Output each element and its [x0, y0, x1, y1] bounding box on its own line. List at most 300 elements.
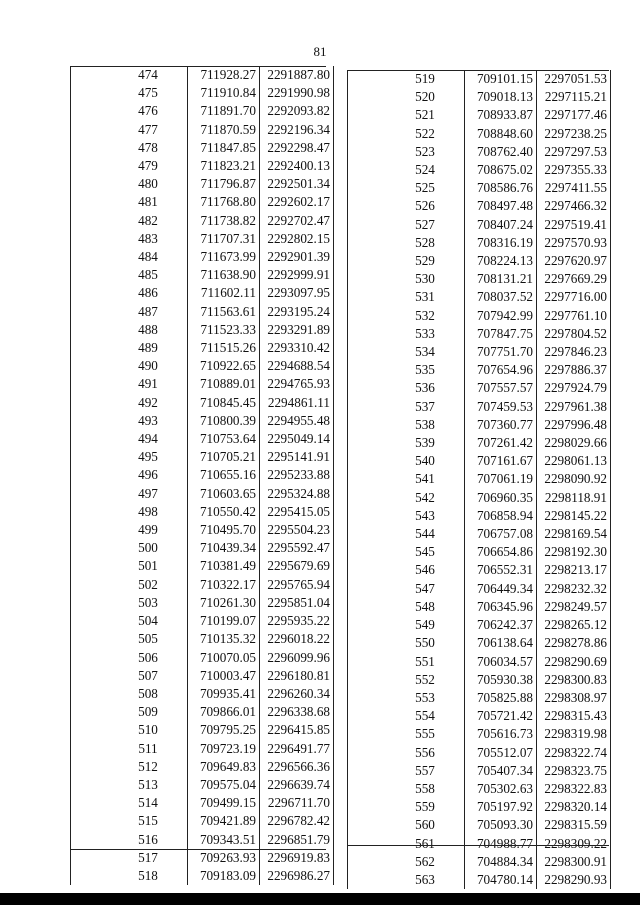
- table-row: [348, 434, 611, 452]
- point-number-cell: 535: [415, 362, 435, 378]
- row-margin-cell: [348, 470, 390, 488]
- point-number-cell: 527: [415, 216, 435, 232]
- y-coordinate-cell: 2296415.85: [260, 721, 334, 739]
- x-coordinate-cell: 706242.37: [465, 616, 537, 634]
- table-row: [71, 776, 334, 794]
- y-coordinate-cell: 2295679.69: [260, 557, 334, 575]
- y-coordinate-cell: 2296099.96: [260, 649, 334, 667]
- point-number-cell: 559: [415, 799, 435, 815]
- point-number-cell: 551: [415, 653, 435, 669]
- x-coordinate-cell: 708933.87: [465, 106, 537, 124]
- point-number-cell: 522: [415, 125, 435, 141]
- y-coordinate-cell: 2295765.94: [260, 576, 334, 594]
- row-margin-cell: [71, 539, 113, 557]
- y-coordinate-cell: 2298145.22: [537, 507, 611, 525]
- table-row: [71, 703, 334, 721]
- x-coordinate-cell: 706449.34: [465, 580, 537, 598]
- point-number-cell: 526: [415, 198, 435, 214]
- x-coordinate-cell: 710800.39: [188, 412, 260, 430]
- table-row: [71, 212, 334, 230]
- x-coordinate-cell: 707459.53: [465, 398, 537, 416]
- table-row: [348, 179, 611, 197]
- table-row: [348, 379, 611, 397]
- table-row: [71, 157, 334, 175]
- point-number-cell: 474: [138, 67, 158, 82]
- x-coordinate-cell: 707942.99: [465, 307, 537, 325]
- y-coordinate-cell: 2297761.10: [537, 307, 611, 325]
- point-number-cell: 478: [138, 139, 158, 155]
- point-number-cell: 538: [415, 416, 435, 432]
- y-coordinate-cell: 2296986.27: [260, 867, 334, 885]
- table-row: [348, 307, 611, 325]
- point-number-cell: 561: [415, 835, 435, 851]
- table-row: [348, 398, 611, 416]
- x-coordinate-cell: 705093.30: [465, 816, 537, 834]
- row-margin-cell: [71, 448, 113, 466]
- point-number-cell: 481: [138, 194, 158, 210]
- row-margin-cell: [348, 234, 390, 252]
- point-number-cell: 503: [138, 594, 158, 610]
- point-number-cell: 555: [415, 726, 435, 742]
- point-number-cell: 547: [415, 580, 435, 596]
- point-number-cell: 548: [415, 598, 435, 614]
- y-coordinate-cell: 2292501.34: [260, 175, 334, 193]
- row-margin-cell: [71, 412, 113, 430]
- row-margin-cell: [71, 212, 113, 230]
- point-number-cell: 556: [415, 744, 435, 760]
- table-row: [71, 175, 334, 193]
- table-row: [348, 871, 611, 889]
- x-coordinate-cell: 707161.67: [465, 452, 537, 470]
- point-number-cell: 519: [415, 71, 435, 86]
- table-row: [71, 448, 334, 466]
- row-margin-cell: [348, 798, 390, 816]
- table-row: [71, 485, 334, 503]
- row-margin-cell: [71, 703, 113, 721]
- row-margin-cell: [348, 671, 390, 689]
- y-coordinate-cell: 2296018.22: [260, 630, 334, 648]
- row-margin-cell: [348, 616, 390, 634]
- x-coordinate-cell: 710845.45: [188, 394, 260, 412]
- row-margin-cell: [71, 812, 113, 830]
- point-number-cell: 534: [415, 344, 435, 360]
- row-margin-cell: [348, 270, 390, 288]
- x-coordinate-cell: 710495.70: [188, 521, 260, 539]
- y-coordinate-cell: 2297051.53: [537, 70, 611, 88]
- table-row: [348, 452, 611, 470]
- y-coordinate-cell: 2296639.74: [260, 776, 334, 794]
- y-coordinate-cell: 2296919.83: [260, 849, 334, 867]
- point-number-cell: 521: [415, 107, 435, 123]
- y-coordinate-cell: 2296180.81: [260, 667, 334, 685]
- x-coordinate-cell: 708316.19: [465, 234, 537, 252]
- row-margin-cell: [348, 689, 390, 707]
- point-number-cell: 497: [138, 485, 158, 501]
- x-coordinate-cell: 710705.21: [188, 448, 260, 466]
- point-number-cell: 560: [415, 817, 435, 833]
- y-coordinate-cell: 2296711.70: [260, 794, 334, 812]
- row-margin-cell: [71, 157, 113, 175]
- table-row: [348, 616, 611, 634]
- x-coordinate-cell: 710550.42: [188, 503, 260, 521]
- y-coordinate-cell: 2292999.91: [260, 266, 334, 284]
- y-coordinate-cell: 2298290.69: [537, 653, 611, 671]
- x-coordinate-cell: 705407.34: [465, 762, 537, 780]
- table-row: [348, 106, 611, 124]
- point-number-cell: 486: [138, 285, 158, 301]
- x-coordinate-cell: 710261.30: [188, 594, 260, 612]
- row-margin-cell: [71, 612, 113, 630]
- x-coordinate-cell: 711823.21: [188, 157, 260, 175]
- point-number-cell: 541: [415, 471, 435, 487]
- point-number-cell: 482: [138, 212, 158, 228]
- point-number-cell: 523: [415, 143, 435, 159]
- table-row: [348, 653, 611, 671]
- y-coordinate-cell: 2298029.66: [537, 434, 611, 452]
- row-margin-cell: [71, 84, 113, 102]
- table-row: [71, 193, 334, 211]
- y-coordinate-cell: 2297669.29: [537, 270, 611, 288]
- row-margin-cell: [71, 503, 113, 521]
- y-coordinate-cell: 2298118.91: [537, 489, 611, 507]
- x-coordinate-cell: 707360.77: [465, 416, 537, 434]
- x-coordinate-cell: 709183.09: [188, 867, 260, 885]
- table-row: [348, 252, 611, 270]
- x-coordinate-cell: 709723.19: [188, 740, 260, 758]
- y-coordinate-cell: 2298300.83: [537, 671, 611, 689]
- x-coordinate-cell: 705616.73: [465, 725, 537, 743]
- y-coordinate-cell: 2298232.32: [537, 580, 611, 598]
- x-coordinate-cell: 709575.04: [188, 776, 260, 794]
- x-coordinate-cell: 710322.17: [188, 576, 260, 594]
- table-row: [71, 230, 334, 248]
- y-coordinate-cell: 2298290.93: [537, 871, 611, 889]
- x-coordinate-cell: 710003.47: [188, 667, 260, 685]
- x-coordinate-cell: 708497.48: [465, 197, 537, 215]
- x-coordinate-cell: 710439.34: [188, 539, 260, 557]
- table-row: [71, 84, 334, 102]
- table-row: [71, 466, 334, 484]
- row-margin-cell: [348, 835, 390, 853]
- point-number-cell: 475: [138, 85, 158, 101]
- x-coordinate-cell: 706034.57: [465, 653, 537, 671]
- y-coordinate-cell: 2294861.11: [260, 394, 334, 412]
- y-coordinate-cell: 2293097.95: [260, 284, 334, 302]
- x-coordinate-cell: 705825.88: [465, 689, 537, 707]
- y-coordinate-cell: 2295851.04: [260, 594, 334, 612]
- x-coordinate-cell: 707654.96: [465, 361, 537, 379]
- row-margin-cell: [348, 452, 390, 470]
- row-margin-cell: [348, 106, 390, 124]
- y-coordinate-cell: 2294955.48: [260, 412, 334, 430]
- table-row: [348, 270, 611, 288]
- y-coordinate-cell: 2298278.86: [537, 634, 611, 652]
- point-number-cell: 492: [138, 394, 158, 410]
- x-coordinate-cell: 704780.14: [465, 871, 537, 889]
- point-number-cell: 545: [415, 544, 435, 560]
- point-number-cell: 483: [138, 230, 158, 246]
- table-row: [71, 357, 334, 375]
- row-margin-cell: [348, 543, 390, 561]
- row-margin-cell: [348, 434, 390, 452]
- y-coordinate-cell: 2297996.48: [537, 416, 611, 434]
- x-coordinate-cell: 710655.16: [188, 466, 260, 484]
- table-row: [71, 303, 334, 321]
- y-coordinate-cell: 2296851.79: [260, 831, 334, 849]
- row-margin-cell: [348, 762, 390, 780]
- x-coordinate-cell: 711768.80: [188, 193, 260, 211]
- table-row: [348, 780, 611, 798]
- x-coordinate-cell: 706960.35: [465, 489, 537, 507]
- table-row: [348, 744, 611, 762]
- row-margin-cell: [348, 507, 390, 525]
- y-coordinate-cell: 2295592.47: [260, 539, 334, 557]
- y-coordinate-cell: 2297716.00: [537, 288, 611, 306]
- row-margin-cell: [348, 197, 390, 215]
- y-coordinate-cell: 2296566.36: [260, 758, 334, 776]
- row-margin-cell: [71, 121, 113, 139]
- point-number-cell: 562: [415, 853, 435, 869]
- x-coordinate-cell: 705930.38: [465, 671, 537, 689]
- y-coordinate-cell: 2297297.53: [537, 143, 611, 161]
- table-row: [71, 630, 334, 648]
- table-row: [71, 139, 334, 157]
- table-row: [348, 689, 611, 707]
- row-margin-cell: [348, 707, 390, 725]
- table-row: [71, 794, 334, 812]
- y-coordinate-cell: 2297238.25: [537, 125, 611, 143]
- table-row: [348, 525, 611, 543]
- row-margin-cell: [71, 193, 113, 211]
- point-number-cell: 496: [138, 467, 158, 483]
- x-coordinate-cell: 711523.33: [188, 321, 260, 339]
- row-margin-cell: [71, 303, 113, 321]
- x-coordinate-cell: 711796.87: [188, 175, 260, 193]
- point-number-cell: 533: [415, 325, 435, 341]
- y-coordinate-cell: 2292802.15: [260, 230, 334, 248]
- x-coordinate-cell: 709795.25: [188, 721, 260, 739]
- table-row: [71, 740, 334, 758]
- point-number-cell: 514: [138, 795, 158, 811]
- table-row: [71, 649, 334, 667]
- y-coordinate-cell: 2293310.42: [260, 339, 334, 357]
- x-coordinate-cell: 708131.21: [465, 270, 537, 288]
- y-coordinate-cell: 2298169.54: [537, 525, 611, 543]
- y-coordinate-cell: 2297846.23: [537, 343, 611, 361]
- x-coordinate-cell: 711910.84: [188, 84, 260, 102]
- table-row: [71, 594, 334, 612]
- point-number-cell: 557: [415, 762, 435, 778]
- row-margin-cell: [71, 430, 113, 448]
- y-coordinate-cell: 2292400.13: [260, 157, 334, 175]
- x-coordinate-cell: 709343.51: [188, 831, 260, 849]
- point-number-cell: 493: [138, 412, 158, 428]
- table-row: [348, 507, 611, 525]
- x-coordinate-cell: 710135.32: [188, 630, 260, 648]
- point-number-cell: 563: [415, 871, 435, 887]
- y-coordinate-cell: 2298323.75: [537, 762, 611, 780]
- point-number-cell: 554: [415, 708, 435, 724]
- x-coordinate-cell: 709263.93: [188, 849, 260, 867]
- table-row: [71, 102, 334, 120]
- x-coordinate-cell: 711891.70: [188, 102, 260, 120]
- y-coordinate-cell: 2291990.98: [260, 84, 334, 102]
- x-coordinate-cell: 707557.57: [465, 379, 537, 397]
- coordinate-table-right: [347, 70, 611, 889]
- point-number-cell: 505: [138, 631, 158, 647]
- y-coordinate-cell: 2295324.88: [260, 485, 334, 503]
- row-margin-cell: [348, 288, 390, 306]
- point-number-cell: 540: [415, 453, 435, 469]
- table-row: [71, 667, 334, 685]
- y-coordinate-cell: 2297961.38: [537, 398, 611, 416]
- table-row: [348, 343, 611, 361]
- x-coordinate-cell: 707261.42: [465, 434, 537, 452]
- x-coordinate-cell: 711602.11: [188, 284, 260, 302]
- point-number-cell: 558: [415, 780, 435, 796]
- y-coordinate-cell: 2293195.24: [260, 303, 334, 321]
- table-row: [348, 361, 611, 379]
- y-coordinate-cell: 2297924.79: [537, 379, 611, 397]
- left-table-bottom-border: [70, 849, 326, 850]
- y-coordinate-cell: 2298249.57: [537, 598, 611, 616]
- row-margin-cell: [348, 780, 390, 798]
- point-number-cell: 528: [415, 234, 435, 250]
- row-margin-cell: [348, 816, 390, 834]
- table-row: [348, 143, 611, 161]
- point-number-cell: 502: [138, 576, 158, 592]
- x-coordinate-cell: 706858.94: [465, 507, 537, 525]
- table-row: [348, 598, 611, 616]
- x-coordinate-cell: 710381.49: [188, 557, 260, 575]
- row-margin-cell: [71, 667, 113, 685]
- x-coordinate-cell: 709499.15: [188, 794, 260, 812]
- x-coordinate-cell: 709101.15: [465, 70, 537, 88]
- table-row: [348, 671, 611, 689]
- y-coordinate-cell: 2295504.23: [260, 521, 334, 539]
- table-row: [348, 416, 611, 434]
- y-coordinate-cell: 2294688.54: [260, 357, 334, 375]
- row-margin-cell: [71, 466, 113, 484]
- point-number-cell: 498: [138, 503, 158, 519]
- y-coordinate-cell: 2295049.14: [260, 430, 334, 448]
- point-number-cell: 520: [415, 89, 435, 105]
- x-coordinate-cell: 711738.82: [188, 212, 260, 230]
- point-number-cell: 508: [138, 685, 158, 701]
- point-number-cell: 504: [138, 613, 158, 629]
- row-margin-cell: [348, 361, 390, 379]
- table-row: [348, 816, 611, 834]
- point-number-cell: 516: [138, 831, 158, 847]
- y-coordinate-cell: 2295141.91: [260, 448, 334, 466]
- row-margin-cell: [71, 230, 113, 248]
- point-number-cell: 542: [415, 489, 435, 505]
- table-row: [348, 853, 611, 871]
- point-number-cell: 512: [138, 758, 158, 774]
- table-row: [348, 234, 611, 252]
- point-number-cell: 552: [415, 671, 435, 687]
- point-number-cell: 485: [138, 267, 158, 283]
- row-margin-cell: [348, 325, 390, 343]
- row-margin-cell: [71, 721, 113, 739]
- row-margin-cell: [348, 598, 390, 616]
- x-coordinate-cell: 706654.86: [465, 543, 537, 561]
- row-margin-cell: [71, 175, 113, 193]
- y-coordinate-cell: 2298213.17: [537, 561, 611, 579]
- x-coordinate-cell: 707751.70: [465, 343, 537, 361]
- table-row: [348, 470, 611, 488]
- table-row: [71, 321, 334, 339]
- row-margin-cell: [348, 398, 390, 416]
- table-row: [71, 284, 334, 302]
- x-coordinate-cell: 710199.07: [188, 612, 260, 630]
- row-margin-cell: [71, 630, 113, 648]
- row-margin-cell: [71, 102, 113, 120]
- point-number-cell: 530: [415, 271, 435, 287]
- table-row: [71, 849, 334, 867]
- y-coordinate-cell: 2298061.13: [537, 452, 611, 470]
- point-number-cell: 537: [415, 398, 435, 414]
- point-number-cell: 488: [138, 321, 158, 337]
- y-coordinate-cell: 2292702.47: [260, 212, 334, 230]
- row-margin-cell: [71, 485, 113, 503]
- row-margin-cell: [71, 266, 113, 284]
- point-number-cell: 491: [138, 376, 158, 392]
- row-margin-cell: [348, 525, 390, 543]
- table-row: [71, 430, 334, 448]
- x-coordinate-cell: 705197.92: [465, 798, 537, 816]
- x-coordinate-cell: 710922.65: [188, 357, 260, 375]
- table-row: [71, 831, 334, 849]
- right-table-bottom-border: [347, 845, 609, 846]
- point-number-cell: 509: [138, 704, 158, 720]
- table-row: [71, 248, 334, 266]
- x-coordinate-cell: 711638.90: [188, 266, 260, 284]
- row-margin-cell: [71, 576, 113, 594]
- row-margin-cell: [348, 161, 390, 179]
- table-row: [71, 339, 334, 357]
- table-row: [71, 266, 334, 284]
- point-number-cell: 480: [138, 176, 158, 192]
- y-coordinate-cell: 2298320.14: [537, 798, 611, 816]
- row-margin-cell: [71, 740, 113, 758]
- y-coordinate-cell: 2298300.91: [537, 853, 611, 871]
- row-margin-cell: [348, 871, 390, 889]
- x-coordinate-cell: 709935.41: [188, 685, 260, 703]
- row-margin-cell: [348, 143, 390, 161]
- point-number-cell: 476: [138, 103, 158, 119]
- point-number-cell: 524: [415, 162, 435, 178]
- row-margin-cell: [71, 794, 113, 812]
- row-margin-cell: [71, 521, 113, 539]
- row-margin-cell: [71, 849, 113, 867]
- point-number-cell: 518: [138, 867, 158, 883]
- x-coordinate-cell: 711515.26: [188, 339, 260, 357]
- table-row: [348, 634, 611, 652]
- row-margin-cell: [348, 725, 390, 743]
- row-margin-cell: [348, 489, 390, 507]
- row-margin-cell: [348, 653, 390, 671]
- x-coordinate-cell: 705721.42: [465, 707, 537, 725]
- row-margin-cell: [71, 867, 113, 885]
- y-coordinate-cell: 2298319.98: [537, 725, 611, 743]
- y-coordinate-cell: 2297804.52: [537, 325, 611, 343]
- row-margin-cell: [348, 252, 390, 270]
- table-row: [71, 557, 334, 575]
- y-coordinate-cell: 2298192.30: [537, 543, 611, 561]
- point-number-cell: 532: [415, 307, 435, 323]
- point-number-cell: 507: [138, 667, 158, 683]
